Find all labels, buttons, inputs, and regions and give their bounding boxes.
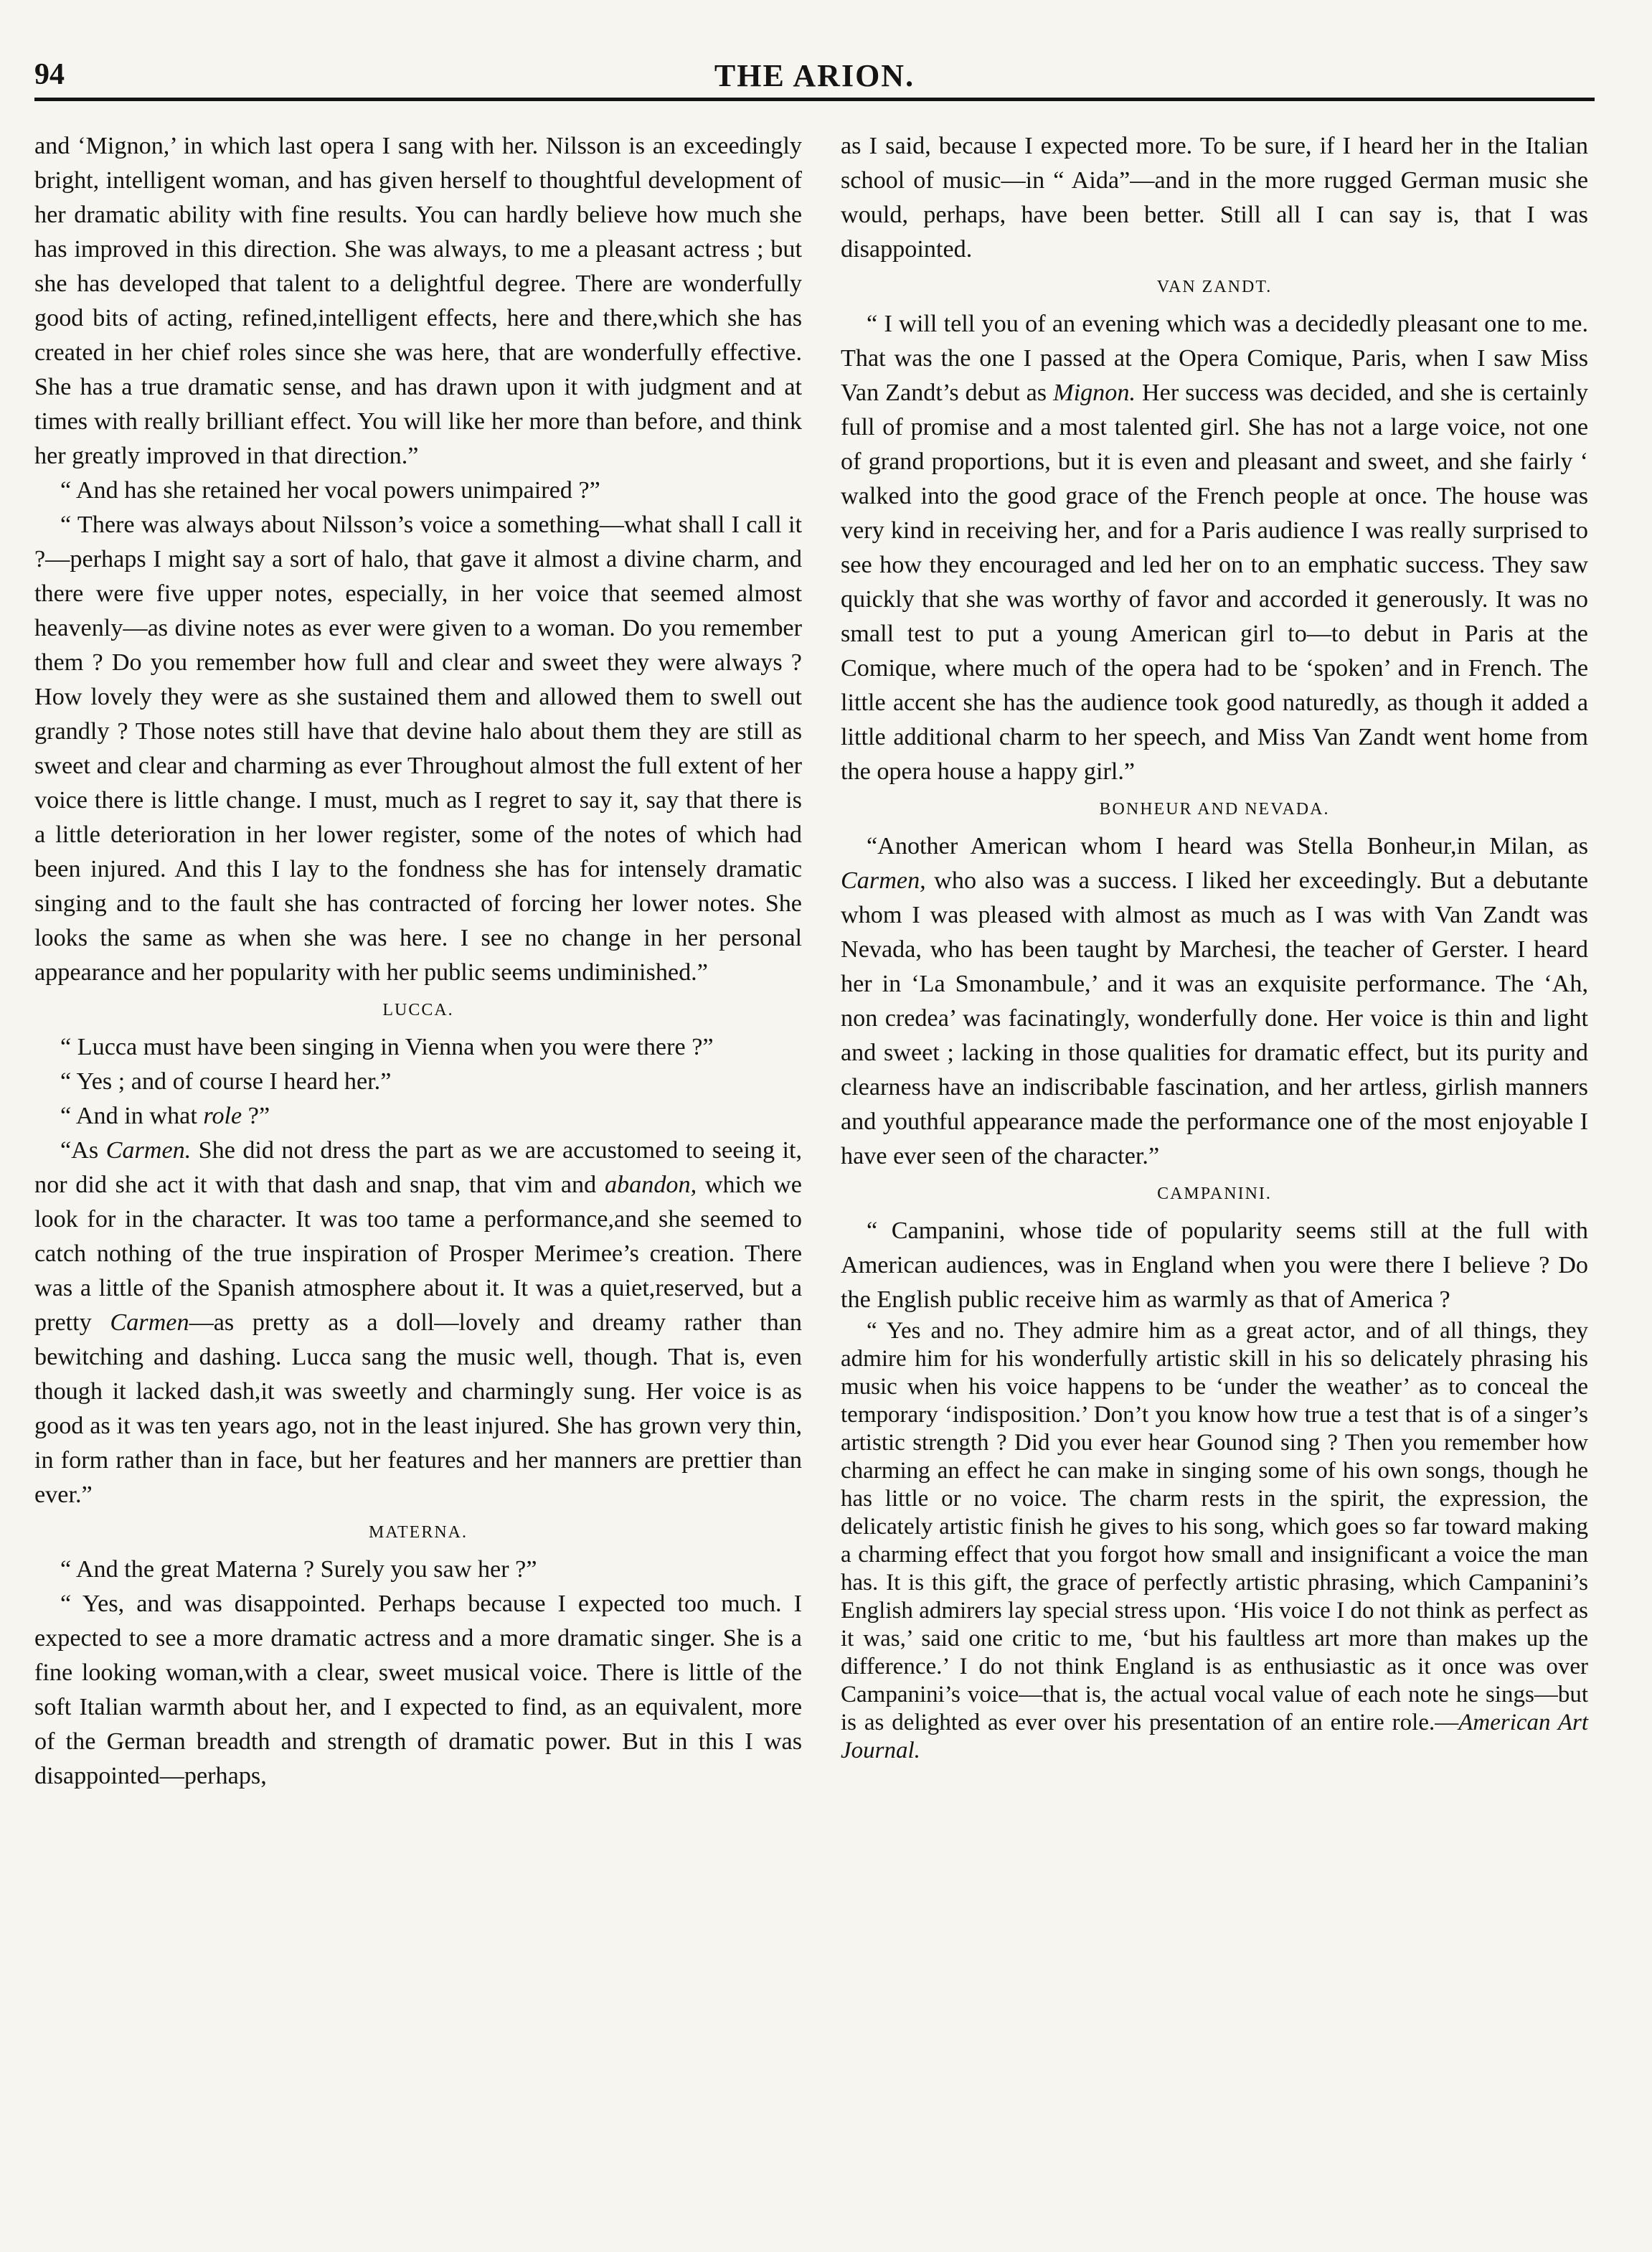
section-heading-bonheur-nevada: BONHEUR AND NEVADA. [1099,800,1330,819]
paragraph: “ And the great Materna ? Surely you saw her ?” [60,1556,537,1583]
paragraph [34,1099,802,1134]
paragraph [841,829,1588,1174]
section-heading-van-zandt: VAN ZANDT. [1156,278,1273,296]
paragraph: “ And has she retained her vocal powers unimpaired ?” [60,477,600,504]
text-run: who also was a success. I liked her exceedingly. But a debutante whom I was pleased with almost as much as I was with Van Zandt was Nevada, who has been taught by Marchesi, the teacher of Gerster. I heard her in ‘La Smonambule,’ and it was an exquisite performance. The ‘Ah, non credea’ was facinatingly, wonderfully done. Her voice is thin and light and sweet ; lacking in those qualities for dramatic effect, but its purity and clearness have an indiscribable fascination, and her artless, girlish manners and youthful appearance made the performance one of the most enjoyable I have ever seen of the character.” [841,867,1588,1169]
text-run: “As [60,1137,106,1164]
text-run: “ Yes and no. They admire him as a great actor, and of all things, they admire him for his wonderfully artistic skill in his so delicately phrasing his music when his voice happens to be ‘under the weather’ as to conceal the temporary ‘indisposition.’ Don’t you know how true a test that is of a singer’s artistic strength ? Did you ever hear Gounod sing ? Then you remember how charming an effect he can make in singing some of his own songs, though he has little or no voice. The charm rests in the spirit, the expression, the delicately artistic finish he gives to his song, which goes so far toward making a charming effect that you forgot how small and insignificant a voice the man has. It is this gift, the grace of perfectly artistic phrasing, which Campanini’s English admirers lay special stress upon. ‘His voice I do not think as perfect as it was,’ said one critic to me, ‘but his faultless art more than makes up the difference.’ I do not think England is as enthusiastic as it once was over Campanini’s voice—that is, the actual vocal value of each note he sings—but is as delighted as ever over his presentation of an entire role.— [841,1318,1588,1735]
paragraph: as I said, because I expected more. To be sure, if I heard her in the Italian school of music—in “ Aida”—and in the more rugged German music she would, perhaps, have been better. Still all I can say is, that I was disappointed. [841,133,1588,263]
text-run: “ I will tell you of an evening which was a decidedly pleasant one to me. That was the one I passed at the Opera Comique, Paris, when I saw Miss Van Zandt’s debut as [841,311,1588,406]
italic-text: Carmen [110,1309,189,1336]
source-credit: American Art Journal. [841,1710,1589,1763]
page-header [34,57,1595,102]
running-title: THE ARION. [714,58,915,93]
section-heading-materna: MATERNA. [368,1523,468,1542]
italic-text: role [203,1103,242,1129]
paragraph: “ Campanini, whose tide of popularity seems still at the full with American audiences, was in England when you were there I believe ? Do the English public receive him as warmly as that of America ? [841,1217,1588,1313]
text-run: ?” [242,1103,270,1129]
text-run: which we look for in the character. It was too tame a performance,and she seemed to catch nothing of the true inspiration of Prosper Merimee’s creation. There was a little of the Spanish atmosphere about it. It was a quiet,reserved, but a pretty [34,1172,802,1336]
paragraph: “ Lucca must have been singing in Vienna when you were there ?” [60,1034,714,1060]
header-rule [34,98,1595,101]
paragraph: “ There was always about Nilsson’s voice a something—what shall I call it ?—perhaps I might say a sort of halo, that gave it almost a divine charm, and there were five upper notes, especially, in her voice that seemed almost heavenly—as divine notes as ever were given to a woman. Do you remember them ? Do you remember how full and clear and sweet they were always ? How lovely they were as she sustained them and allowed them to swell out grandly ? Those notes still have that devine halo about them they are still as sweet and clear and charming as ever Throughout almost the full extent of her voice there is little change. I must, much as I regret to say it, say that there is a little deterioration in her lower register, some of the notes of which had been injured. And this I lay to the fondness she has for intensely dramatic singing and to the fault she has contracted of forcing her lower notes. She looks the same as when she was here. I see no change in her personal appearance and her popularity with her public seems undiminished.” [34,512,802,986]
italic-text: abandon, [604,1172,697,1198]
text-run: Her success was decided, and she is certainly full of promise and a most talented girl. She has not a large voice, not one of grand proportions, but it is even and pleasant and sweet, and she fairly ‘ walked into the good grace of the French people at once. The house was very kind in receiving her, and for a Paris audience I was really surprised to see how they encouraged and led her on to an emphatic success. They saw quickly that she was worthy of favor and accorded it generously. It was no small test to put a young American girl to—to debut in Paris at the Comique, where much of the opera had to be ‘spoken’ and in French. The little accent she has the audience took good naturedly, as though it added a little additional charm to her speech, and Miss Van Zandt went home from the opera house a happy girl.” [841,380,1588,785]
text-run: She did not dress the part as we are accustomed to seeing it, nor did she act it with that dash and snap, that vim and [34,1137,802,1198]
italic-text: Carmen. [105,1137,192,1164]
left-column [34,129,802,1794]
section-heading-lucca: LUCCA. [382,1001,454,1019]
italic-text: Mignon. [1053,380,1136,406]
paragraph [841,1317,1588,1765]
paragraph: and ‘Mignon,’ in which last opera I sang with her. Nilsson is an exceedingly bright, intelligent woman, and has given herself to thoughtful development of her dramatic ability with fine results. You can hardly believe how much she has improved in this direction. She was always, to me a pleasant actress ; but she has developed that talent to a delightful degree. There are wonderfully good bits of acting, refined,intelligent effects, here and there,which she has created in her chief roles since she was here, that are wonderfully effective. She has a true dramatic sense, and has drawn upon it with judgment and at times with really brilliant effect. You will like her more than before, and think her greatly improved in that direction.” [34,133,802,469]
text-run: “Another American whom I heard was Stella Bonheur,in Milan, as [867,833,1588,859]
text-run: —as pretty as a doll—lovely and dreamy rather than bewitching and dashing. Lucca sang the music well, though. That is, even though it lacked dash,it was sweetly and charmingly sung. Her voice is as good as it was ten years ago, not in the least injured. She has grown very thin, in form rather than in face, but her features and her manners are prettier than ever.” [34,1309,802,1508]
page-number: 94 [34,58,65,91]
italic-text: Carmen, [841,867,926,894]
text-run: “ And in what [60,1103,204,1129]
paragraph [841,307,1588,789]
right-column [841,129,1588,1765]
paragraph: “ Yes ; and of course I heard her.” [60,1068,392,1095]
section-heading-campanini: CAMPANINI. [1157,1184,1272,1203]
paragraph: “ Yes, and was disappointed. Perhaps because I expected too much. I expected to see a more dramatic actress and a more dramatic singer. She is a fine looking woman,with a clear, sweet musical voice. There is little of the soft Italian warmth about her, and I expected to find, as an equivalent, more of the German breadth and strength of dramatic power. But in this I was disappointed—perhaps, [34,1591,802,1789]
paragraph [34,1134,802,1512]
